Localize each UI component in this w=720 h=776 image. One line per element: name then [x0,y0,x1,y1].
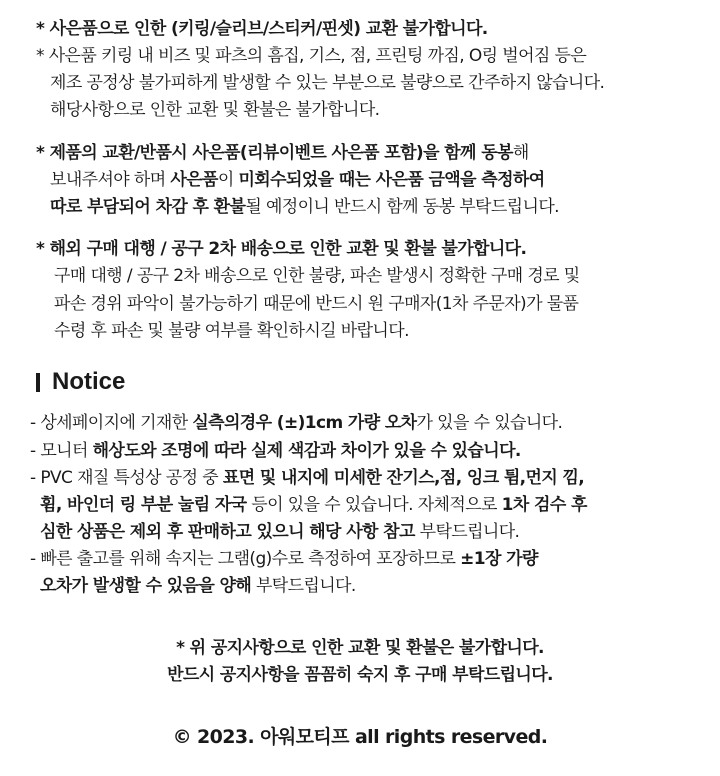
notice-item: - PVC 재질 특성상 공정 중 표면 및 내지에 미세한 잔기스,점, 잉크 튐,먼지 낌, [30,468,585,488]
footer-warning: * 위 공지사항으로 인한 교환 및 환불은 불가합니다. [176,638,544,658]
heading-bar-icon [36,373,40,392]
copyright: © 2023. 아워모티프 all rights reserved. [172,726,548,748]
gift-note-line: * 사은품 키링 내 비즈 및 파츠의 흠집, 기스, 점, 프린팅 까짐, O링 벌어짐 등은 [36,46,587,66]
gift-exchange-title: * 사은품으로 인한 (키링/슬리브/스티커/핀셋) 교환 불가합니다. [36,19,488,39]
overseas-note-line: 파손 경위 파악이 불가능하기 때문에 반드시 원 구매자(1차 주문자)가 물품 [54,294,579,314]
return-note-line: 따로 부담되어 차감 후 환불될 예정이니 반드시 함께 동봉 부탁드립니다. [50,197,559,217]
return-note-line: * 제품의 교환/반품시 사은품(리뷰이벤트 사은품 포함)을 함께 동봉해 [36,143,529,163]
notice-item-continued: 심한 상품은 제외 후 판매하고 있으니 해당 사항 참고 부탁드립니다. [40,522,520,542]
notice-item-continued: 휨, 바인더 링 부분 눌림 자국 등이 있을 수 있습니다. 자체적으로 1차 검수 후 [40,495,587,515]
notice-item: - 빠른 출고를 위해 속지는 그램(g)수로 측정하여 포장하므로 ±1장 가량 [30,549,538,569]
return-note-line: 보내주셔야 하며 사은품이 미회수되었을 때는 사은품 금액을 측정하여 [50,170,545,190]
overseas-note-line: 구매 대행 / 공구 2차 배송으로 인한 불량, 파손 발생시 정확한 구매 경로 및 [54,266,580,286]
notice-item: - 모니터 해상도와 조명에 따라 실제 색감과 차이가 있을 수 있습니다. [30,441,521,461]
gift-note-line: 해당사항으로 인한 교환 및 환불은 불가합니다. [50,100,380,120]
notice-heading-text: Notice [52,368,126,395]
gift-note-line: 제조 공정상 불가피하게 발생할 수 있는 부분으로 불량으로 간주하지 않습니다. [50,73,605,93]
notice-heading [36,366,125,398]
overseas-note-line: 수령 후 파손 및 불량 여부를 확인하시길 바랍니다. [54,321,409,341]
footer-warning: 반드시 공지사항을 꼼꼼히 숙지 후 구매 부탁드립니다. [167,665,553,685]
notice-item: - 상세페이지에 기재한 실측의경우 (±)1cm 가량 오차가 있을 수 있습니다. [30,413,563,433]
overseas-title: * 해외 구매 대행 / 공구 2차 배송으로 인한 교환 및 환불 불가합니다. [36,239,527,259]
notice-item-continued: 오차가 발생할 수 있음을 양해 부탁드립니다. [40,576,356,596]
